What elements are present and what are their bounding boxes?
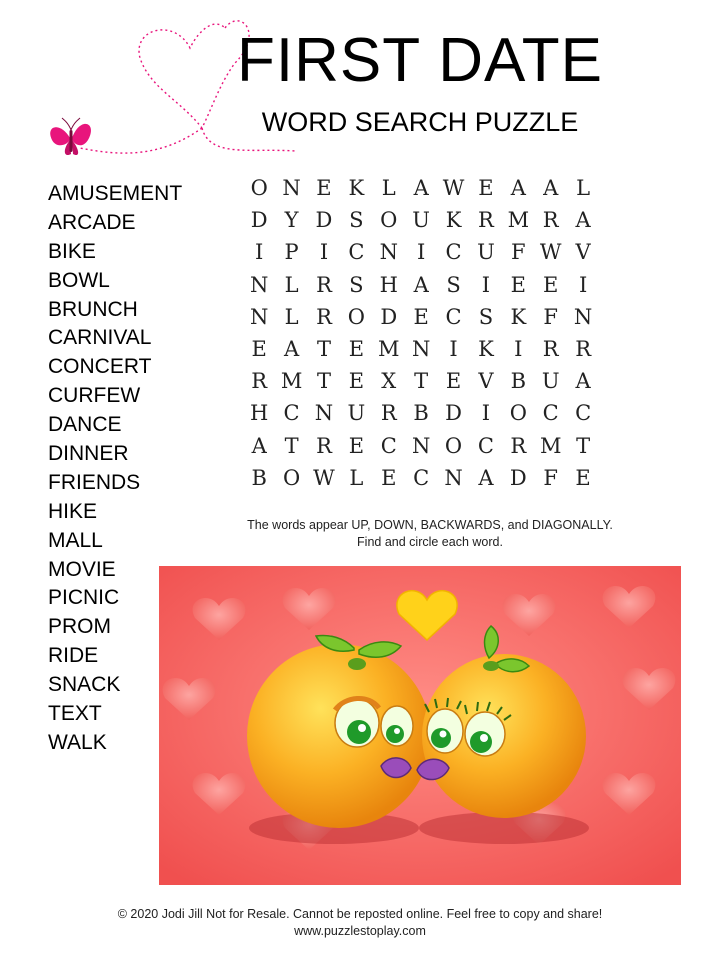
grid-letter[interactable]: E xyxy=(348,433,365,458)
grid-letter[interactable]: O xyxy=(444,433,463,458)
grid-letter[interactable]: A xyxy=(543,176,559,200)
footer xyxy=(0,906,720,940)
grid-letter[interactable]: O xyxy=(282,465,301,490)
grid-letter[interactable]: C xyxy=(477,433,494,458)
grid-letter[interactable]: A xyxy=(413,272,429,297)
grid-letter[interactable]: F xyxy=(511,240,526,265)
grid-letter[interactable]: C xyxy=(348,240,365,265)
grid-letter[interactable]: W xyxy=(313,465,335,490)
copyright-text: © 2020 Jodi Jill Not for Resale. Cannot be reposted online. Feel free to copy and share! xyxy=(117,907,603,921)
grid-letter[interactable]: T xyxy=(316,369,331,394)
word-list-item: ARCADE xyxy=(48,210,136,234)
grid-letter[interactable]: A xyxy=(284,336,300,361)
grid-letter[interactable]: O xyxy=(250,176,268,200)
grid-letter[interactable]: S xyxy=(349,208,364,233)
grid-letter[interactable]: E xyxy=(510,272,526,297)
grid-letter[interactable]: X xyxy=(381,369,397,394)
grid-letter[interactable]: E xyxy=(316,176,332,200)
grid-letter[interactable]: D xyxy=(315,208,333,233)
word-list-item: DINNER xyxy=(48,442,129,466)
grid-row xyxy=(243,462,599,494)
grid-letter[interactable]: U xyxy=(477,240,495,265)
word-list-item: MOVIE xyxy=(48,557,116,581)
grid-letter[interactable]: R xyxy=(251,369,268,394)
grid-letter[interactable]: I xyxy=(514,336,523,361)
grid-letter[interactable]: E xyxy=(413,304,429,329)
grid-row xyxy=(243,397,599,429)
word-list-item: HIKE xyxy=(48,499,98,523)
grid-letter[interactable]: C xyxy=(445,240,462,265)
grid-letter[interactable]: L xyxy=(284,272,299,297)
grid-letter[interactable]: M xyxy=(280,369,303,394)
grid-letter[interactable]: U xyxy=(412,208,430,233)
word-list-item: TEXT xyxy=(48,702,102,726)
grid-letter[interactable]: C xyxy=(575,401,592,426)
grid-letter[interactable]: R xyxy=(510,433,527,458)
grid-letter[interactable]: S xyxy=(349,272,364,297)
grid-letter[interactable]: I xyxy=(319,240,329,265)
grid-letter[interactable]: T xyxy=(316,336,331,361)
grid-letter[interactable]: I xyxy=(481,272,491,297)
grid-letter[interactable]: D xyxy=(509,465,527,490)
grid-letter[interactable]: N xyxy=(411,433,431,458)
grid-letter[interactable]: R xyxy=(542,208,559,233)
grid-letter[interactable]: R xyxy=(380,401,397,426)
grid-letter[interactable]: N xyxy=(411,336,431,361)
instructions-line: The words appear UP, DOWN, BACKWARDS, and DIAGONALLY. xyxy=(247,518,613,532)
grid-letter[interactable]: I xyxy=(481,401,491,426)
word-list-item: BRUNCH xyxy=(48,297,138,321)
grid-row xyxy=(243,204,599,236)
grid-letter[interactable]: L xyxy=(576,176,591,200)
grid-letter[interactable]: R xyxy=(316,304,332,329)
grid-letter[interactable]: R xyxy=(542,336,559,361)
grid-letter[interactable]: C xyxy=(380,433,397,458)
grid-letter[interactable]: C xyxy=(413,465,430,490)
page-subtitle: WORD SEARCH PUZZLE xyxy=(261,107,579,137)
word-list-item: BIKE xyxy=(48,239,96,263)
instructions-line: Find and circle each word. xyxy=(357,535,503,549)
word-list-item: CARNIVAL xyxy=(48,326,152,350)
grid-letter[interactable]: K xyxy=(348,176,365,200)
grid-letter[interactable]: I xyxy=(417,240,426,265)
grid-letter[interactable]: M xyxy=(378,336,400,361)
grid-letter[interactable]: Y xyxy=(284,208,299,233)
grid-letter[interactable]: P xyxy=(284,240,299,265)
grid-letter[interactable]: V xyxy=(575,240,591,265)
grid-letter[interactable]: R xyxy=(316,433,332,458)
grid-letter[interactable]: E xyxy=(478,176,494,200)
grid-letter[interactable]: F xyxy=(543,304,558,329)
grid-letter[interactable]: A xyxy=(575,369,591,394)
grid-letter[interactable]: B xyxy=(251,465,267,490)
word-list-item: CONCERT xyxy=(48,355,152,379)
word-list-item: WALK xyxy=(48,730,107,754)
grid-letter[interactable]: L xyxy=(349,465,364,490)
grid-letter[interactable]: T xyxy=(576,433,591,458)
grid-letter[interactable]: N xyxy=(314,401,334,426)
grid-letter[interactable]: A xyxy=(251,433,267,458)
letter-grid xyxy=(243,172,599,494)
grid-letter[interactable]: D xyxy=(250,208,268,233)
grid-letter[interactable]: F xyxy=(543,465,558,490)
grid-letter[interactable]: O xyxy=(380,208,398,233)
word-list-item: PROM xyxy=(48,615,111,639)
grid-letter[interactable]: C xyxy=(445,304,462,329)
grid-letter[interactable]: T xyxy=(414,369,429,394)
grid-letter[interactable]: E xyxy=(543,272,559,297)
grid-letter[interactable]: I xyxy=(449,336,458,361)
grid-letter[interactable]: K xyxy=(478,336,494,361)
grid-letter[interactable]: C xyxy=(283,401,300,426)
grid-letter[interactable]: E xyxy=(445,369,462,394)
grid-letter[interactable]: D xyxy=(445,401,462,426)
word-list-item: PICNIC xyxy=(48,586,120,610)
grid-letter[interactable]: L xyxy=(381,176,396,200)
word-list-item: DANCE xyxy=(48,413,122,437)
grid-letter[interactable]: I xyxy=(578,272,588,297)
word-list-item: RIDE xyxy=(48,644,99,668)
grid-row xyxy=(243,333,599,365)
grid-letter[interactable]: E xyxy=(381,465,397,490)
word-list-item: SNACK xyxy=(48,673,121,697)
grid-letter[interactable]: T xyxy=(284,433,299,458)
grid-letter[interactable]: A xyxy=(478,465,494,490)
grid-letter[interactable]: R xyxy=(316,272,332,297)
word-list-item: FRIENDS xyxy=(48,470,141,494)
grid-letter[interactable]: D xyxy=(380,304,398,329)
grid-letter[interactable]: E xyxy=(348,369,365,394)
grid-letter[interactable]: H xyxy=(379,272,398,297)
grid-letter[interactable]: B xyxy=(510,369,527,394)
word-list-item: BOWL xyxy=(48,268,110,292)
word-list-item: AMUSEMENT xyxy=(48,182,183,205)
grid-row xyxy=(243,430,599,462)
grid-letter[interactable]: N xyxy=(379,240,398,265)
grid-letter[interactable]: W xyxy=(442,176,465,200)
grid-letter[interactable]: N xyxy=(444,465,463,490)
grid-letter[interactable]: K xyxy=(510,304,527,329)
grid-row xyxy=(243,172,599,204)
word-list-item: CURFEW xyxy=(48,384,141,408)
grid-letter[interactable]: U xyxy=(347,401,366,426)
grid-letter[interactable]: B xyxy=(413,401,429,426)
grid-letter[interactable]: A xyxy=(510,176,526,200)
word-list-item: MALL xyxy=(48,528,103,552)
grid-letter[interactable]: S xyxy=(446,272,461,297)
grid-letter[interactable]: M xyxy=(539,433,562,458)
grid-letter[interactable]: V xyxy=(478,369,494,394)
grid-letter[interactable]: E xyxy=(348,336,365,361)
grid-letter[interactable]: U xyxy=(541,369,560,394)
grid-letter[interactable]: S xyxy=(478,304,494,329)
kissing-oranges-illustration xyxy=(159,566,681,885)
grid-letter[interactable]: N xyxy=(250,304,269,329)
grid-letter[interactable]: H xyxy=(250,401,269,426)
grid-letter[interactable]: L xyxy=(284,304,299,329)
grid-letter[interactable]: O xyxy=(347,304,365,329)
grid-letter[interactable]: A xyxy=(575,208,591,233)
page-title: FIRST DATE xyxy=(237,26,603,95)
grid-letter[interactable]: M xyxy=(507,208,530,233)
grid-row xyxy=(243,365,599,397)
grid-letter[interactable]: E xyxy=(575,465,591,490)
grid-letter[interactable]: R xyxy=(478,208,494,233)
grid-row xyxy=(243,236,599,268)
grid-letter[interactable]: O xyxy=(509,401,527,426)
grid-letter[interactable]: N xyxy=(250,272,269,297)
grid-letter[interactable]: R xyxy=(575,336,591,361)
butterfly-icon xyxy=(50,118,91,155)
grid-letter[interactable]: N xyxy=(573,304,593,329)
grid-letter[interactable]: E xyxy=(251,336,267,361)
grid-letter[interactable]: N xyxy=(282,176,301,200)
grid-row xyxy=(243,269,599,301)
grid-letter[interactable]: C xyxy=(542,401,559,426)
website-link[interactable]: www.puzzlestoplay.com xyxy=(294,924,426,938)
grid-letter[interactable]: I xyxy=(255,240,264,265)
grid-letter[interactable]: A xyxy=(413,176,429,200)
grid-letter[interactable]: W xyxy=(539,240,562,265)
instructions xyxy=(200,517,660,551)
grid-row xyxy=(243,301,599,333)
grid-letter[interactable]: K xyxy=(445,208,462,233)
